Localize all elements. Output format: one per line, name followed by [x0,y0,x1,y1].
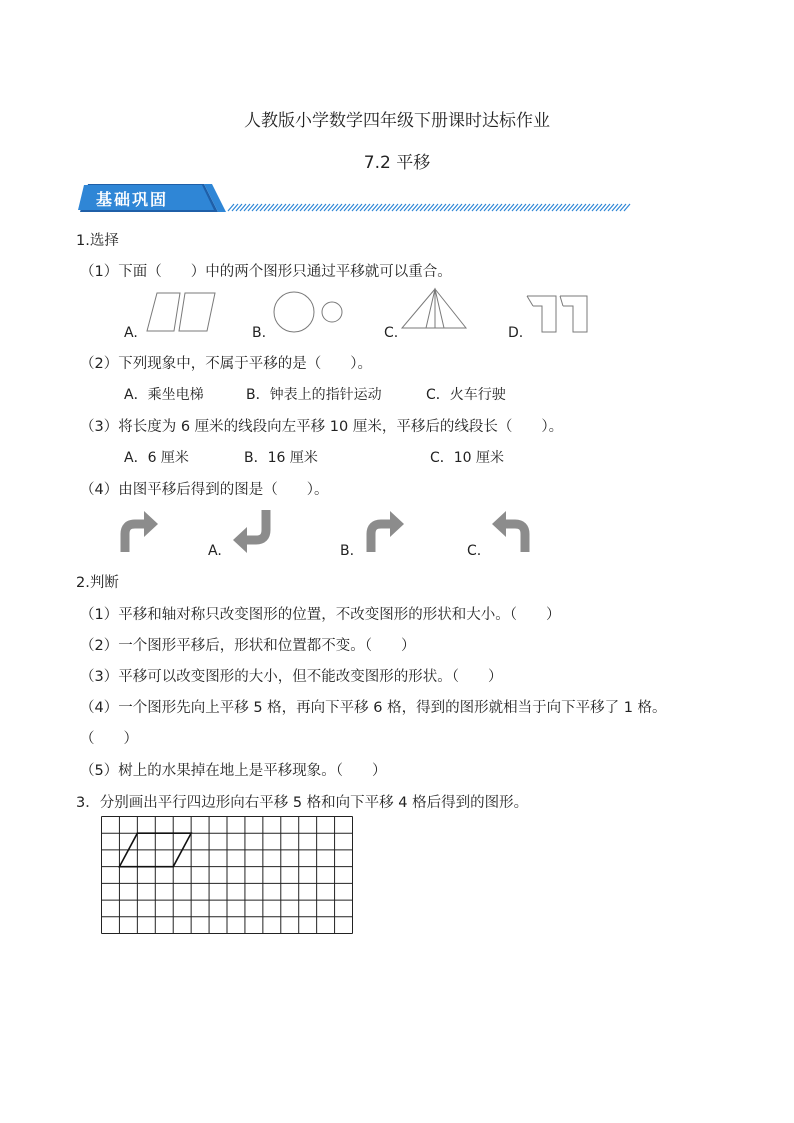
l-shapes-figure [525,294,589,334]
q1-item-2-text: （2）下列现象中，不属于平移的是（ ）。 [80,356,372,372]
q1-item-1-text: （1）下面（ ）中的两个图形只通过平移就可以重合。 [80,264,452,280]
q1-3-option-c: C．10 厘米 [430,450,505,466]
q1-3-option-a: A．6 厘米 [124,450,189,466]
circles-figure [272,291,347,335]
parallelograms-figure [145,291,220,333]
turn-left-arrow-icon [490,508,532,554]
q2-item-1: （1）平移和轴对称只改变图形的位置，不改变图形的形状和大小。（ ） [80,607,561,623]
q1-4-option-b: B. [340,543,355,559]
turn-right-arrow-icon [118,508,160,554]
q1-2-option-a: A．乘坐电梯 [124,387,204,403]
q1-1-option-c: C. [384,325,399,341]
triangles-figure [400,288,470,332]
q1-3-option-b: B．16 厘米 [244,450,318,466]
q1-heading: 1.选择 [76,233,119,249]
q1-1-option-b: B. [252,325,267,341]
q1-2-option-b: B．钟表上的指针运动 [246,387,382,403]
q2-item-4: （4）一个图形先向上平移 5 格，再向下平移 6 格，得到的图形就相当于向下平移了 1 格。 [80,700,667,716]
q2-item-4-blank: （ ） [80,731,138,747]
q1-4-option-c: C. [467,543,482,559]
q2-item-5: （5）树上的水果掉在地上是平移现象。（ ） [80,763,387,779]
q1-item-3-text: （3）将长度为 6 厘米的线段向左平移 10 厘米，平移后的线段长（ ）。 [80,419,564,435]
q3-heading: 3．分别画出平行四边形向右平移 5 格和向下平移 4 格后得到的图形。 [76,795,529,811]
lesson-subtitle: 7.2 平移 [363,153,431,173]
q2-item-3: （3）平移可以改变图形的大小，但不能改变图形的形状。（ ） [80,669,503,685]
q1-4-option-a: A. [208,543,222,559]
q1-2-option-c: C．火车行驶 [426,387,506,403]
q1-1-option-a: A. [124,325,138,341]
q1-item-4-text: （4）由图平移后得到的图是（ ）。 [80,482,329,498]
turn-right-arrow-icon [364,508,406,554]
turn-down-left-arrow-icon [232,508,274,554]
q2-item-2: （2）一个图形平移后，形状和位置都不变。（ ） [80,638,416,654]
q1-1-option-d: D. [508,325,524,341]
q2-heading: 2.判断 [76,575,119,591]
section-banner-label: 基础巩固 [96,190,169,209]
document-title: 人教版小学数学四年级下册课时达标作业 [244,111,550,131]
drawing-grid[interactable] [101,816,353,934]
